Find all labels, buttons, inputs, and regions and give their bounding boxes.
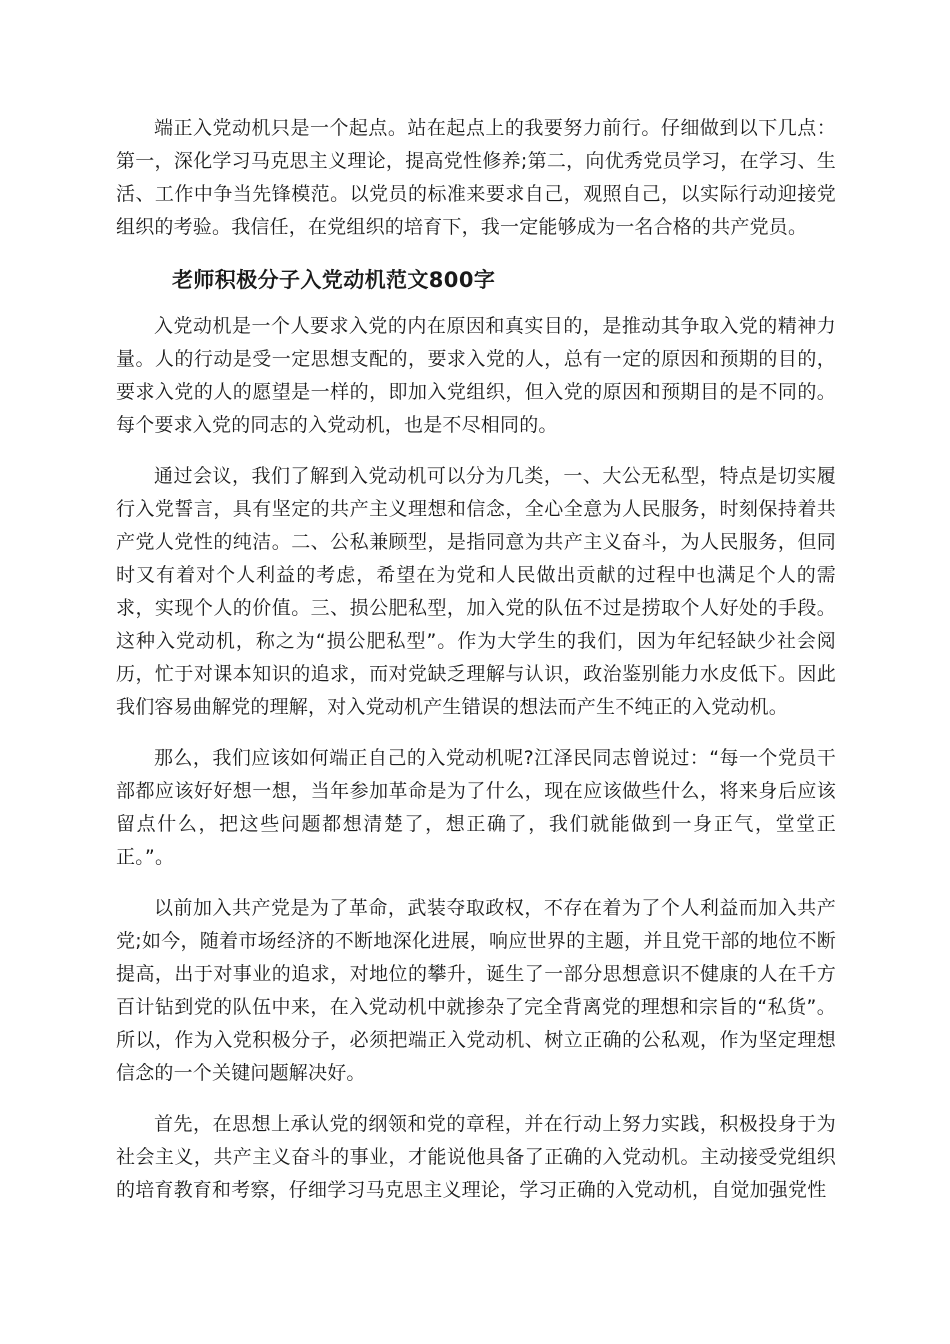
- paragraph-5: 首先，在思想上承认党的纲领和党的章程，并在行动上努力实践，积极投身于为社会主义，共产主义奋斗的事业，才能说他具备了正确的入党动机。主动接受党组织的培育教育和考察，仔细学习马克思主义理论，学习正确的入党动机，自觉加强党性: [116, 1113, 836, 1201]
- paragraph-3: 那么，我们应该如何端正自己的入党动机呢?江泽民同志曾说过：“每一个党员干部都应该好好想一想，当年参加革命是为了什么，现在应该做些什么，将来身后应该留点什么，把这些问题都想清楚了，想正确了，我们就能做到一身正气，堂堂正正。”。: [116, 747, 836, 868]
- paragraph-closing-previous-essay: 端正入党动机只是一个起点。站在起点上的我要努力前行。仔细做到以下几点：第一，深化学习马克思主义理论，提高党性修养;第二，向优秀党员学习，在学习、生活、工作中争当先锋模范。以党员的标准来要求自己，观照自己，以实际行动迎接党组织的考验。我信任，在党组织的培育下，我一定能够成为一名合格的共产党员。: [116, 117, 836, 238]
- paragraph-1: 入党动机是一个人要求入党的内在原因和真实目的，是推动其争取入党的精神力量。人的行动是受一定思想支配的，要求入党的人，总有一定的原因和预期的目的，要求入党的人的愿望是一样的，即加入党组织，但入党的原因和预期目的是不同的。每个要求入党的同志的入党动机，也是不尽相同的。: [116, 315, 836, 436]
- paragraph-4: 以前加入共产党是为了革命，武装夺取政权，不存在着为了个人利益而加入共产党;如今，随着市场经济的不断地深化进展，响应世界的主题，并且党干部的地位不断提高，出于对事业的追求，对地位的攀升，诞生了一部分思想意识不健康的人在千方百计钻到党的队伍中来，在入党动机中就掺杂了完全背离党的理想和宗旨的“私货”。所以，作为入党积极分子，必须把端正入党动机、树立正确的公私观，作为坚定理想信念的一个关键问题解决好。: [116, 897, 836, 1084]
- document-body: [116, 112, 836, 1225]
- paragraph-2: 通过会议，我们了解到入党动机可以分为几类，一、大公无私型，特点是切实履行入党誓言，具有坚定的共产主义理想和信念，全心全意为人民服务，时刻保持着共产党人党性的纯洁。二、公私兼顾型，是指同意为共产主义奋斗，为人民服务，但同时又有着对个人利益的考虑，希望在为党和人民做出贡献的过程中也满足个人的需求，实现个人的价值。三、损公肥私型，加入党的队伍不过是捞取个人好处的手段。这种入党动机，称之为“损公肥私型”。作为大学生的我们，因为年纪轻缺少社会阅历，忙于对课本知识的追求，而对党缺乏理解与认识，政治鉴别能力水皮低下。因此我们容易曲解党的理解，对入党动机产生错误的想法而产生不纯正的入党动机。: [116, 465, 836, 718]
- essay-heading: 老师积极分子入党动机范文800字: [172, 268, 496, 292]
